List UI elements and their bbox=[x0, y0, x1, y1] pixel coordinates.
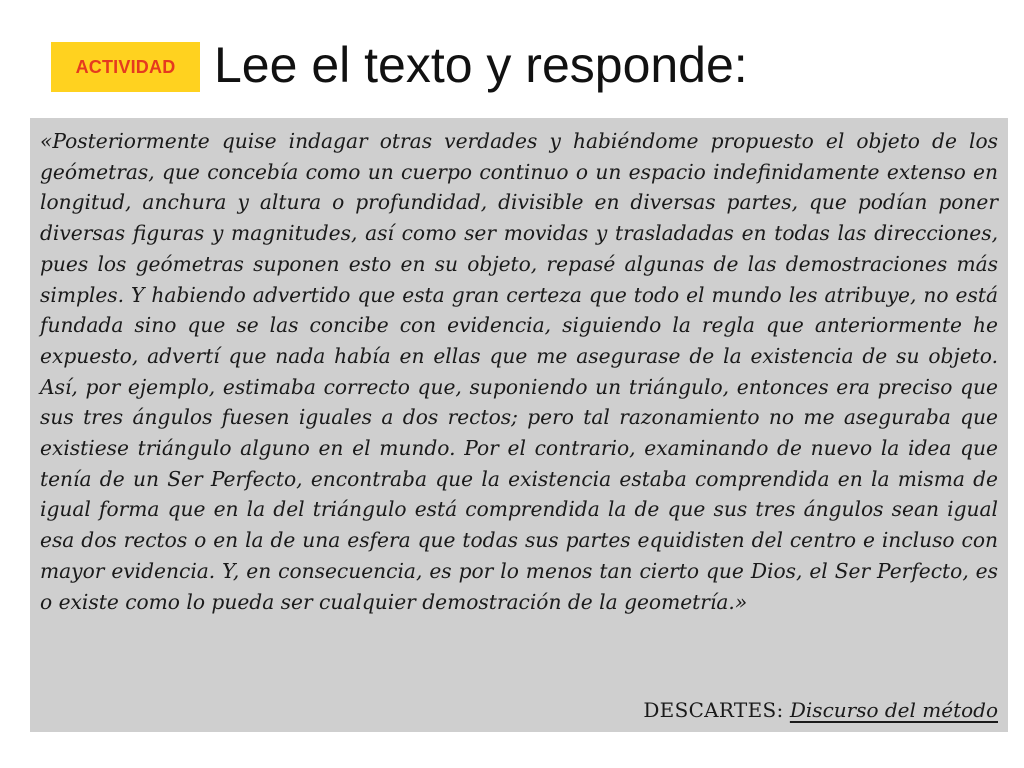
quote-work-title: Discurso del método bbox=[789, 698, 998, 722]
quote-text: «Posteriormente quise indagar otras verdades y habiéndome propuesto el objeto de los geómetras, que concebía como un cuerpo continuo o un espacio indefinidamente extenso en longitud, anchura y altura o profundidad, divisible en diversas partes, que podían poner diversas figuras y magnitudes, así como ser movidas y trasladadas en todas las direcciones, pues los geómetras suponen esto en su objeto, repasé algunas de las demostraciones más simples. Y habiendo advertido que esta gran certeza que todo el mundo les atribuye, no está fundada sino que se las concibe con evidencia, siguiendo la regla que anteriormente he expuesto, advertí que nada había en ellas que me asegurase de la existencia de su objeto. Así, por ejemplo, estimaba correcto que, suponiendo un triángulo, entonces era preciso que sus tres ángulos fuesen iguales a dos rectos; pero tal razonamiento no me aseguraba que existiese triángulo alguno en el mundo. Por el contrario, examinando de nuevo la idea que tenía de un Ser Perfecto, encontraba que la existencia estaba comprendida en la misma de igual forma que en la del triángulo está comprendida la de que sus tres ángulos sean igual esa dos rectos o en la de una esfera que todas sus partes equidisten del centro e incluso con mayor evidencia. Y, en consecuencia, es por lo menos tan cierto que Dios, el Ser Perfecto, es o existe como lo pueda ser cualquier demostración de la geometría.» bbox=[40, 129, 998, 614]
quote-author: DESCARTES: bbox=[643, 698, 784, 722]
activity-badge bbox=[51, 42, 200, 92]
quote-box bbox=[30, 118, 1008, 732]
activity-badge-label: ACTIVIDAD bbox=[75, 56, 176, 77]
quote-attribution bbox=[643, 696, 998, 724]
page-title: Lee el texto y responde: bbox=[214, 37, 748, 93]
